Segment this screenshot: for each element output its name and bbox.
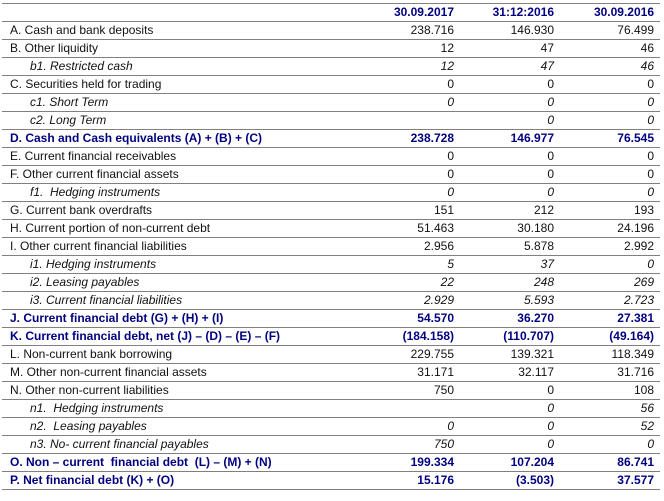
value-cell: 0: [360, 166, 460, 184]
value-cell: 47: [460, 40, 560, 58]
table-row: [2, 256, 660, 274]
header-spacer: [2, 4, 360, 22]
value-cell: 0: [560, 256, 660, 274]
value-cell: 248: [460, 274, 560, 292]
value-cell: (110.707): [460, 328, 560, 346]
table-row: [2, 292, 660, 310]
value-cell: 37.577: [560, 472, 660, 490]
value-cell: 32.117: [460, 364, 560, 382]
value-cell: 0: [460, 436, 560, 454]
row-label: O. Non – current financial debt (L) – (M) + (N): [2, 454, 360, 472]
table-row: [2, 148, 660, 166]
value-cell: 46: [560, 58, 660, 76]
value-cell: 212: [460, 202, 560, 220]
table-row: [2, 238, 660, 256]
value-cell: 5.878: [460, 238, 560, 256]
value-cell: 24.196: [560, 220, 660, 238]
value-cell: 199.334: [360, 454, 460, 472]
table-row: [2, 22, 660, 40]
value-cell: 0: [460, 400, 560, 418]
row-label: C. Securities held for trading: [2, 76, 360, 94]
value-cell: 238.716: [360, 22, 460, 40]
value-cell: (49.164): [560, 328, 660, 346]
row-label: E. Current financial receivables: [2, 148, 360, 166]
value-cell: 146.930: [460, 22, 560, 40]
value-cell: 238.728: [360, 130, 460, 148]
value-cell: 46: [560, 40, 660, 58]
value-cell: 76.545: [560, 130, 660, 148]
table-row: [2, 328, 660, 346]
value-cell: 15.176: [360, 472, 460, 490]
row-label: L. Non-current bank borrowing: [2, 346, 360, 364]
value-cell: 22: [360, 274, 460, 292]
value-cell: 118.349: [560, 346, 660, 364]
value-cell: 52: [560, 418, 660, 436]
table-row: [2, 130, 660, 148]
row-label: A. Cash and bank deposits: [2, 22, 360, 40]
row-label: b1. Restricted cash: [2, 58, 360, 76]
value-cell: 229.755: [360, 346, 460, 364]
row-label: H. Current portion of non-current debt: [2, 220, 360, 238]
value-cell: 0: [560, 148, 660, 166]
value-cell: 0: [460, 418, 560, 436]
row-label: i2. Leasing payables: [2, 274, 360, 292]
value-cell: 30.180: [460, 220, 560, 238]
value-cell: 108: [560, 382, 660, 400]
row-label: n1. Hedging instruments: [2, 400, 360, 418]
table-row: [2, 94, 660, 112]
value-cell: 37: [460, 256, 560, 274]
value-cell: 86.741: [560, 454, 660, 472]
table-row: [2, 364, 660, 382]
value-cell: 47: [460, 58, 560, 76]
header-row: [2, 4, 660, 22]
value-cell: 56: [560, 400, 660, 418]
value-cell: 0: [460, 184, 560, 202]
value-cell: 146.977: [460, 130, 560, 148]
row-label: M. Other non-current financial assets: [2, 364, 360, 382]
column-header-period-2: 31:12:2016: [460, 4, 560, 22]
row-label: K. Current financial debt, net (J) – (D) – (E) – (F): [2, 328, 360, 346]
value-cell: 193: [560, 202, 660, 220]
value-cell: 51.463: [360, 220, 460, 238]
value-cell: (3.503): [460, 472, 560, 490]
value-cell: [360, 112, 460, 130]
value-cell: 54.570: [360, 310, 460, 328]
value-cell: 750: [360, 436, 460, 454]
financial-table: [2, 3, 660, 490]
row-label: D. Cash and Cash equivalents (A) + (B) + (C): [2, 130, 360, 148]
column-header-period-1: 30.09.2017: [360, 4, 460, 22]
value-cell: 31.716: [560, 364, 660, 382]
table-row: [2, 76, 660, 94]
table-row: [2, 202, 660, 220]
table-row: [2, 382, 660, 400]
row-label: c1. Short Term: [2, 94, 360, 112]
table-row: [2, 346, 660, 364]
value-cell: 27.381: [560, 310, 660, 328]
row-label: c2. Long Term: [2, 112, 360, 130]
table-row: [2, 418, 660, 436]
value-cell: 0: [460, 382, 560, 400]
table-row: [2, 454, 660, 472]
table-row: [2, 112, 660, 130]
value-cell: 2.929: [360, 292, 460, 310]
table-row: [2, 436, 660, 454]
row-label: G. Current bank overdrafts: [2, 202, 360, 220]
value-cell: (184.158): [360, 328, 460, 346]
table-row: [2, 310, 660, 328]
row-label: J. Current financial debt (G) + (H) + (I): [2, 310, 360, 328]
table-row: [2, 58, 660, 76]
value-cell: 0: [460, 148, 560, 166]
value-cell: 0: [360, 76, 460, 94]
value-cell: [360, 400, 460, 418]
value-cell: 5.593: [460, 292, 560, 310]
value-cell: 0: [460, 76, 560, 94]
value-cell: 0: [360, 94, 460, 112]
value-cell: 2.992: [560, 238, 660, 256]
column-header-period-3: 30.09.2016: [560, 4, 660, 22]
table-row: [2, 220, 660, 238]
value-cell: 76.499: [560, 22, 660, 40]
row-label: P. Net financial debt (K) + (O): [2, 472, 360, 490]
table-row: [2, 472, 660, 490]
value-cell: 139.321: [460, 346, 560, 364]
value-cell: 0: [460, 112, 560, 130]
value-cell: 0: [460, 94, 560, 112]
value-cell: 36.270: [460, 310, 560, 328]
table-row: [2, 400, 660, 418]
value-cell: 12: [360, 58, 460, 76]
table-body: [2, 22, 660, 490]
value-cell: 31.171: [360, 364, 460, 382]
value-cell: 0: [360, 148, 460, 166]
row-label: n3. No- current financial payables: [2, 436, 360, 454]
value-cell: 269: [560, 274, 660, 292]
row-label: F. Other current financial assets: [2, 166, 360, 184]
value-cell: 0: [360, 418, 460, 436]
row-label: N. Other non-current liabilities: [2, 382, 360, 400]
value-cell: 0: [560, 76, 660, 94]
table-row: [2, 40, 660, 58]
row-label: i3. Current financial liabilities: [2, 292, 360, 310]
value-cell: 0: [560, 94, 660, 112]
value-cell: 0: [560, 184, 660, 202]
value-cell: 107.204: [460, 454, 560, 472]
value-cell: 0: [460, 166, 560, 184]
row-label: n2. Leasing payables: [2, 418, 360, 436]
value-cell: 0: [560, 166, 660, 184]
row-label: I. Other current financial liabilities: [2, 238, 360, 256]
row-label: f1. Hedging instruments: [2, 184, 360, 202]
value-cell: 0: [360, 184, 460, 202]
value-cell: 2.723: [560, 292, 660, 310]
value-cell: 0: [560, 112, 660, 130]
value-cell: 750: [360, 382, 460, 400]
value-cell: 151: [360, 202, 460, 220]
table-row: [2, 274, 660, 292]
table-row: [2, 184, 660, 202]
row-label: i1. Hedging instruments: [2, 256, 360, 274]
table-row: [2, 166, 660, 184]
value-cell: 12: [360, 40, 460, 58]
value-cell: 5: [360, 256, 460, 274]
value-cell: 2.956: [360, 238, 460, 256]
value-cell: 0: [560, 436, 660, 454]
row-label: B. Other liquidity: [2, 40, 360, 58]
